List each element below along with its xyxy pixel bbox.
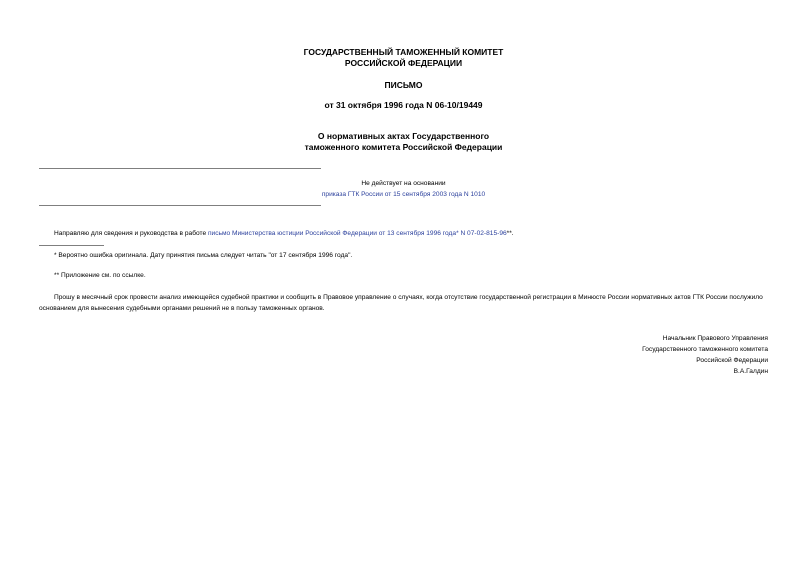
signatory-name: В.А.Галдин: [733, 368, 768, 375]
signatory-country: Российской Федерации: [696, 357, 768, 364]
document-subject-line-2: таможенного комитета Российской Федерации: [304, 142, 503, 152]
paragraph-1-prefix: Направляю для сведения и руководства в работе: [54, 230, 208, 237]
footnote-2: ** Приложение см. по ссылке.: [54, 272, 146, 279]
signatory-position: Начальник Правового Управления: [662, 335, 768, 342]
status-divider-top: [39, 168, 321, 169]
issuer-line-1: ГОСУДАРСТВЕННЫЙ ТАМОЖЕННЫЙ КОМИТЕТ: [303, 47, 504, 57]
status-divider-bottom: [39, 205, 321, 206]
signatory-organization: Государственного таможенного комитета: [642, 346, 768, 353]
document-date-number: от 31 октября 1996 года N 06-10/19449: [324, 100, 483, 110]
footnote-separator: [39, 245, 104, 246]
footnote-1: * Вероятно ошибка оригинала. Дату принятия письма следует читать "от 17 сентября 1996 года".: [54, 252, 353, 259]
ministry-letter-link[interactable]: письмо Министерства юстиции Российской Федерации от 13 сентября 1996 года* N 07-02-815-96: [207, 230, 507, 237]
body-paragraph-2: Прошу в месячный срок провести анализ имеющейся судебной практики и сообщить в Правовое управление о случаях, когда отсутствие государственной регистрации в Минюсте России нормативных актов ГТК России послужило основанием для вынесения судебными органами решений не в пользу таможенных органов.: [39, 294, 763, 312]
issuer-line-2: РОССИЙСКОЙ ФЕДЕРАЦИИ: [344, 58, 463, 68]
document-subject-line-1: О нормативных актах Государственного: [317, 131, 490, 141]
paragraph-1-suffix: **.: [506, 230, 514, 237]
body-paragraph-1: [39, 228, 769, 239]
repeal-order-link[interactable]: приказа ГТК России от 15 сентября 2003 года N 1010: [321, 191, 486, 198]
status-notice-link-row: [0, 189, 807, 200]
document-type: ПИСЬМО: [384, 80, 423, 90]
status-notice-text: Не действует на основании: [361, 180, 446, 187]
signature-block: [642, 333, 768, 377]
